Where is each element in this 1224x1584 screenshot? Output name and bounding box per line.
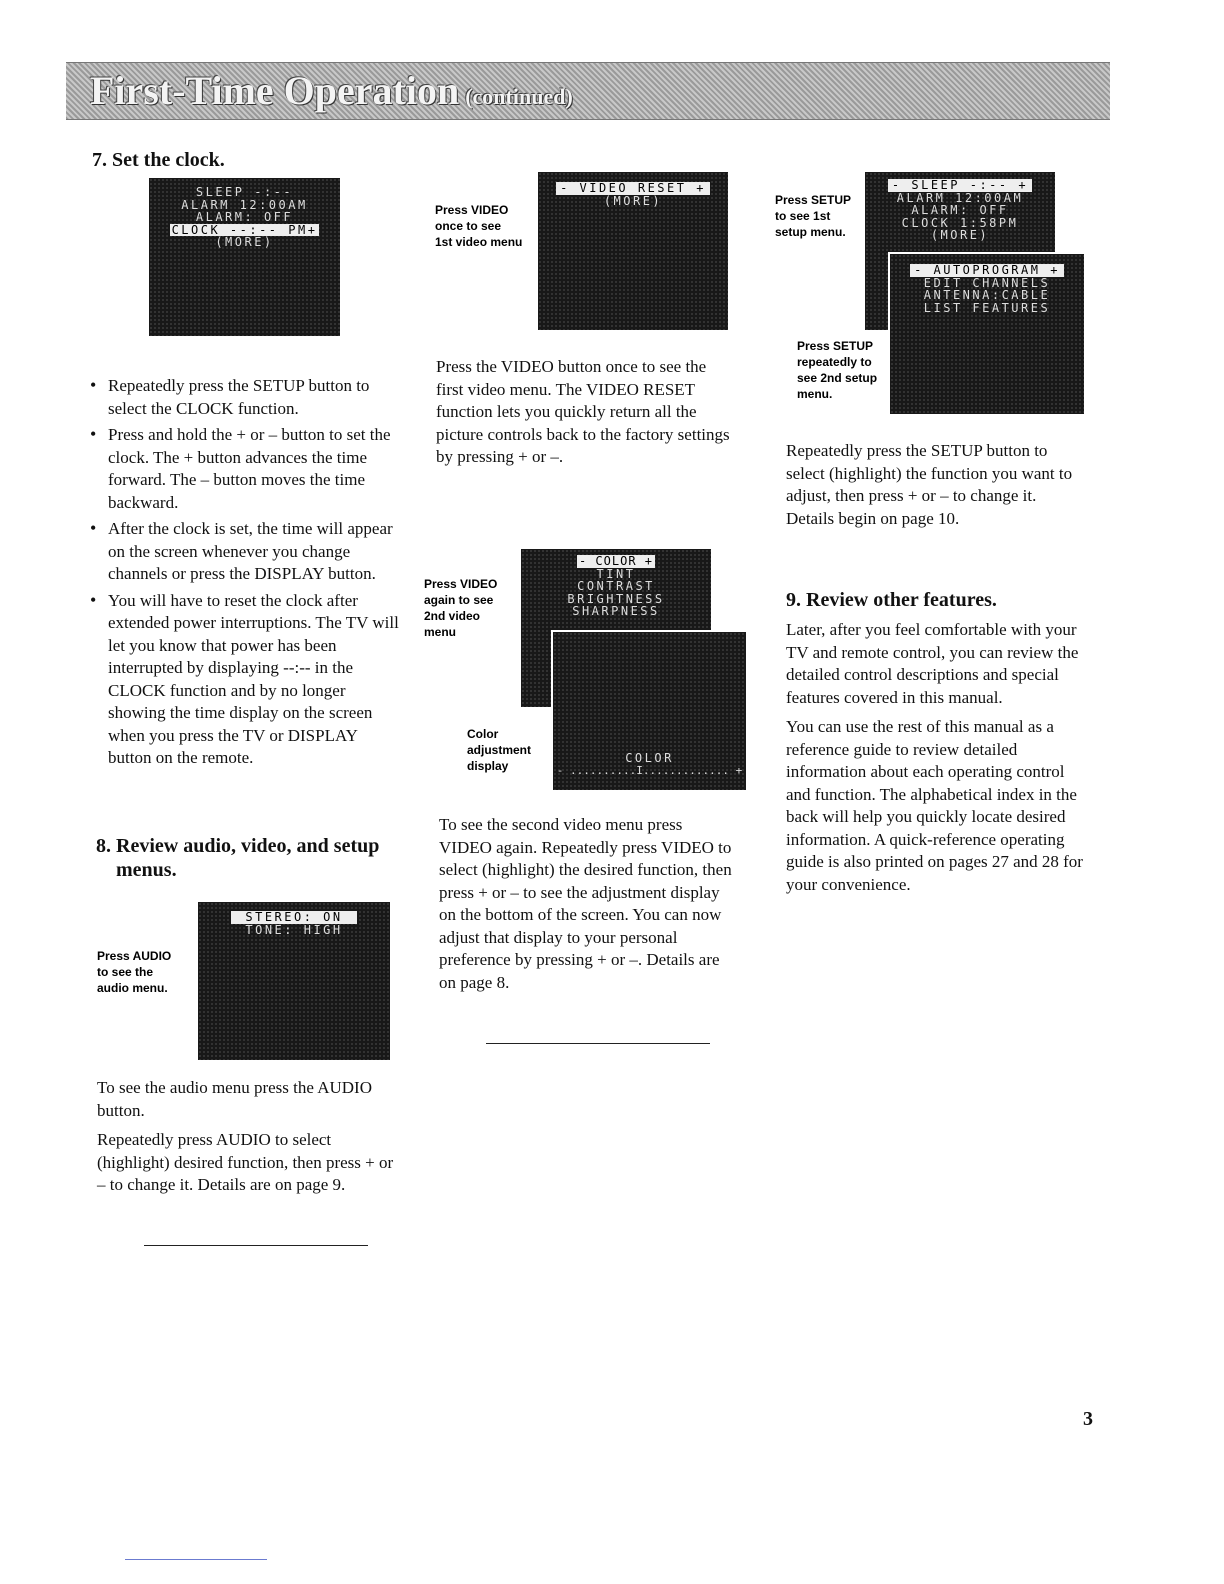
menu-line-highlighted: - SLEEP -:-- + [888, 179, 1032, 192]
menu-line: COLOR [625, 751, 674, 765]
menu-line: TONE: HIGH [245, 922, 343, 937]
menu-line: ANTENNA:CABLE [923, 288, 1051, 302]
list-item: • After the clock is set, the time will appear on the screen whenever you change channels or press the DISPLAY button. [90, 518, 405, 586]
menu-line: (MORE) [215, 235, 274, 249]
menu-line: (MORE) [603, 193, 663, 208]
caption-line: Press AUDIO [97, 949, 172, 963]
audio-caption [97, 948, 171, 996]
caption-line: to see the [97, 965, 154, 979]
caption-line: Color [467, 727, 499, 741]
caption-line: Press SETUP [775, 193, 852, 207]
clock-menu-screen [149, 178, 340, 336]
heading-line: 8. Review audio, video, and setup [96, 835, 380, 857]
caption-line: adjustment [467, 743, 532, 757]
list-item: • Repeatedly press the SETUP button to select the CLOCK function. [90, 375, 405, 420]
caption-line: once to see [435, 219, 502, 233]
adjustment-bar: - ..........I............. + [556, 763, 743, 777]
section8-heading [96, 834, 379, 882]
setup-menu-2-screen [888, 252, 1084, 414]
section9-paragraphs [786, 619, 1092, 903]
color-caption [467, 726, 531, 774]
menu-line: ALARM 12:00AM [896, 190, 1024, 205]
menu-line: ALARM: OFF [195, 210, 294, 224]
video-caption-1 [435, 202, 522, 250]
list-item: • You will have to reset the clock after extended power interruptions. The TV will let you know that power has been interrupted by displaying --:-- in the CLOCK function and by no longer showing the time display on the screen when you press the TV or DISPLAY button on the remote. [90, 590, 405, 770]
menu-line: SLEEP -:-- [195, 185, 294, 199]
video-paragraph-2: To see the second video menu press VIDEO again. Repeatedly press VIDEO to select (highlight) the desired function, then press + or – to see the adjustment display on the bottom of the screen. You can now adjust that display to your personal preference by pressing + or –. Details are on page 8. [439, 815, 732, 992]
caption-line: 1st video menu [435, 235, 523, 249]
menu-line: TINT [596, 566, 636, 581]
menu-line-highlighted: CLOCK --:-- PM+ [171, 222, 318, 237]
page-title [90, 67, 573, 114]
caption-line: menu. [797, 387, 833, 401]
menu-line: BRIGHTNESS [567, 591, 665, 606]
setup-paragraph: Repeatedly press the SETUP button to select (highlight) the function you want to adjust, then press + or – to change it. Details begin on page 10. [786, 441, 1073, 528]
heading-line: menus. [116, 859, 177, 881]
paragraph: Repeatedly press AUDIO to select (highlight) desired function, then press + or – to change it. Details are on page 9. [97, 1130, 394, 1194]
caption-line: setup menu. [775, 225, 846, 239]
menu-line-highlighted: - AUTOPROGRAM + [910, 264, 1064, 277]
caption-line: see 2nd setup [797, 371, 878, 385]
clock-instructions-list [90, 375, 405, 774]
caption-line: 2nd video [424, 609, 481, 623]
video-reset-screen [538, 172, 728, 330]
paragraph: Later, after you feel comfortable with your TV and remote control, you can review the detailed control descriptions and special features covered in this manual. [786, 620, 1079, 707]
menu-line: EDIT CHANNELS [923, 275, 1051, 290]
list-item: • Press and hold the + or – button to set the clock. The + button advances the time forward. The – button moves the time backward. [90, 424, 405, 514]
menu-line: CONTRAST [577, 579, 655, 593]
setup-caption-1 [775, 192, 851, 240]
section7-heading: 7. Set the clock. [92, 149, 225, 171]
menu-line: LIST FEATURES [923, 300, 1051, 315]
audio-menu-screen [198, 902, 390, 1060]
color-adjustment-screen [551, 630, 746, 790]
caption-line: audio menu. [97, 981, 168, 995]
video-paragraph-1: Press the VIDEO button once to see the first video menu. The VIDEO RESET function lets you quickly return all the picture controls back to the factory settings by pressing + or –. [436, 357, 730, 466]
caption-line: again to see [424, 593, 494, 607]
menu-line: ALARM 12:00AM [181, 197, 308, 212]
menu-line: (MORE) [930, 228, 990, 242]
divider [486, 1043, 710, 1044]
bottom-rule [125, 1559, 267, 1560]
audio-paragraphs [97, 1077, 402, 1204]
setup-caption-2 [797, 338, 877, 402]
caption-line: display [467, 759, 509, 773]
page-header-banner [66, 62, 1110, 120]
title-text: First-Time Operation [90, 68, 460, 113]
paragraph: To see the audio menu press the AUDIO button. [97, 1078, 372, 1120]
divider [144, 1245, 368, 1246]
caption-line: Press SETUP [797, 339, 874, 353]
menu-line: CLOCK 1:58PM [901, 215, 1019, 230]
title-subtitle: (continued) [465, 84, 573, 109]
page-number: 3 [1083, 1408, 1093, 1430]
menu-line-highlighted: - COLOR + [578, 554, 654, 568]
section9-heading: 9. Review other features. [786, 589, 997, 611]
caption-line: Press VIDEO [435, 203, 509, 217]
menu-line-highlighted: STEREO: ON [231, 911, 356, 924]
menu-line: ALARM: OFF [911, 203, 1009, 217]
caption-line: repeatedly to [797, 355, 872, 369]
video-caption-2 [424, 576, 497, 640]
caption-line: to see 1st [775, 209, 831, 223]
caption-line: menu [424, 625, 457, 639]
menu-line: SHARPNESS [572, 604, 660, 618]
paragraph: You can use the rest of this manual as a reference guide to review detailed information about each operating control and function. The alphabetical index in the back will help you quickly locate desired information. A quick-reference operating guide is also printed on pages 27 and 28 for your convenience. [786, 717, 1083, 894]
caption-line: Press VIDEO [424, 577, 498, 591]
menu-line-highlighted: - VIDEO RESET + [556, 182, 710, 195]
